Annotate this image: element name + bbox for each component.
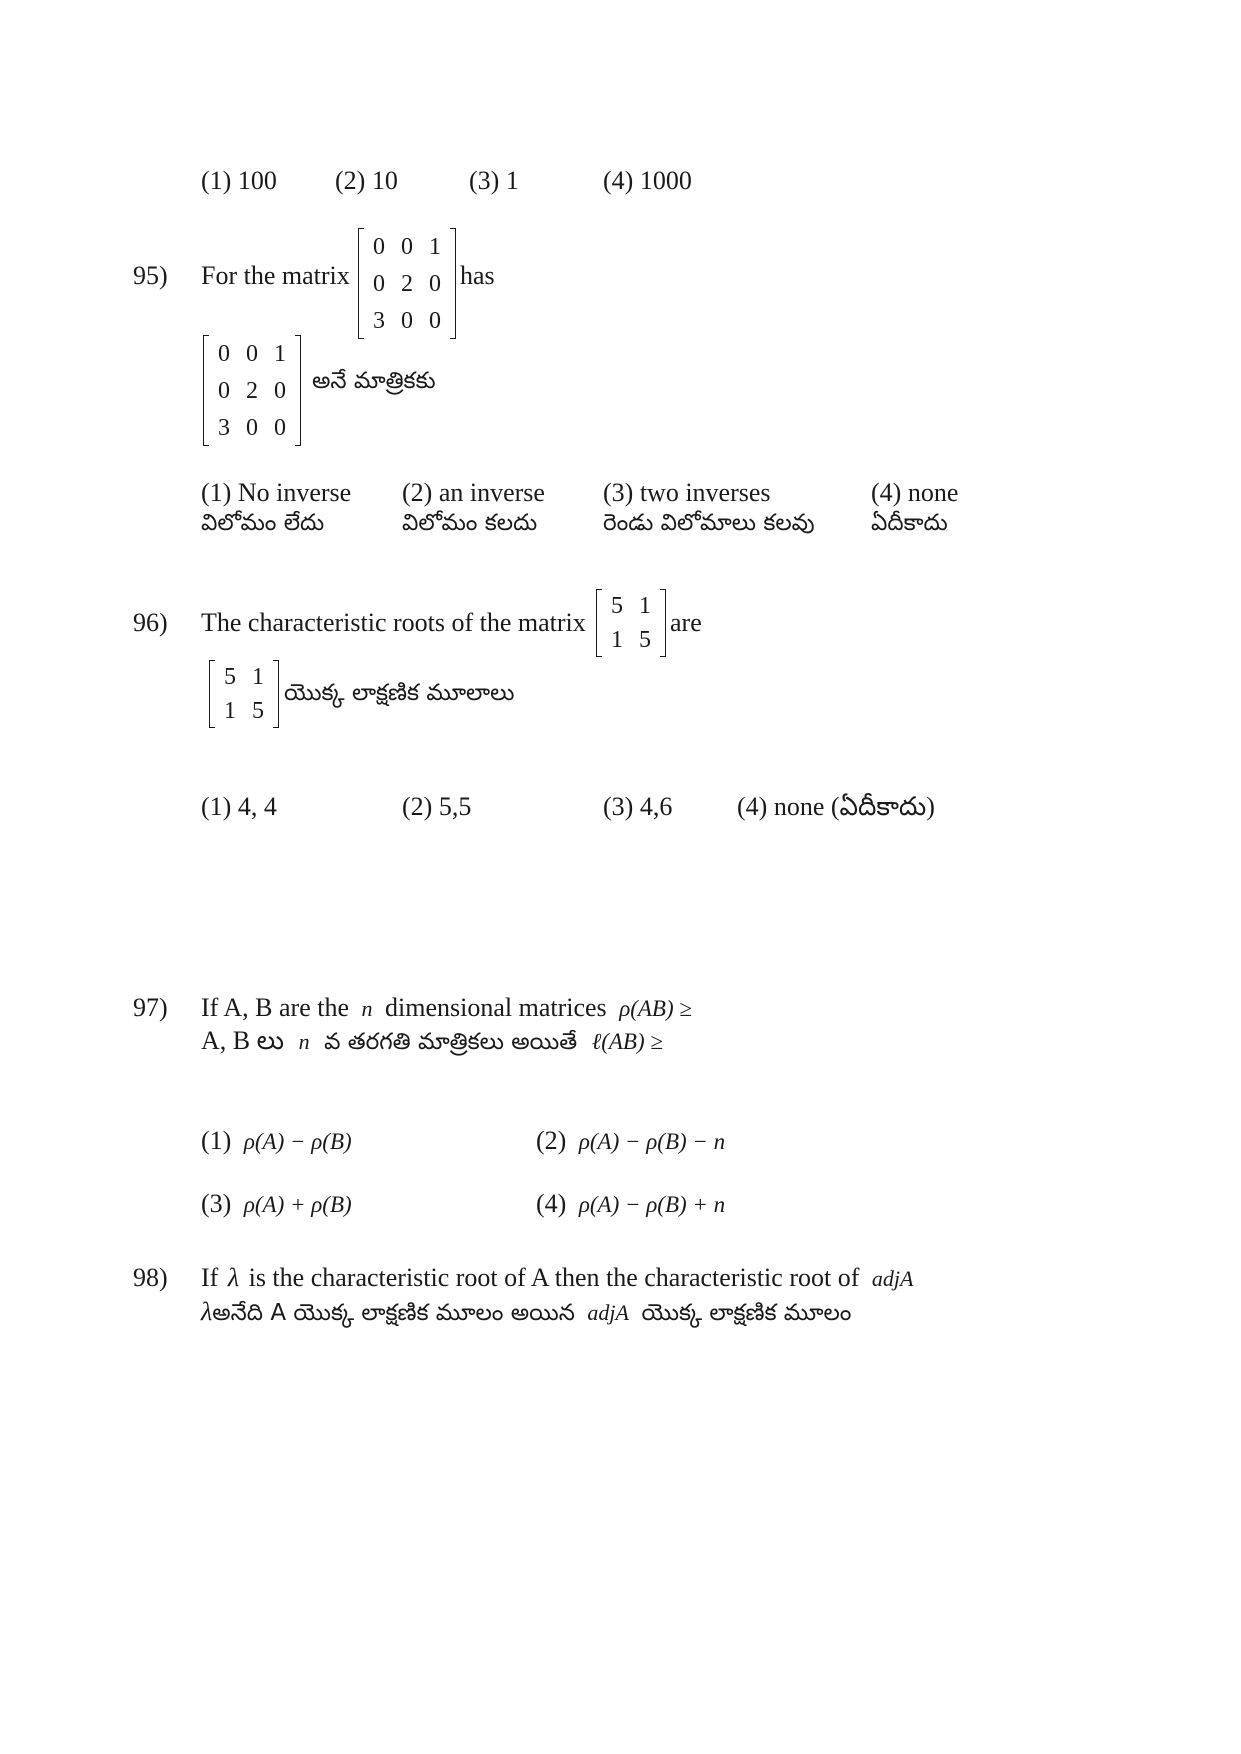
question-line-1: If λ is the characteristic root of A then the characteristic root of adjA: [201, 1263, 914, 1292]
question-text-telugu: అనే మాత్రికకు: [312, 368, 436, 394]
question-line-2: A, B లు n వ తరగతి మాత్రికలు అయితే ℓ(AB) ≥: [201, 1026, 663, 1055]
question-text: The characteristic roots of the matrix: [201, 608, 586, 637]
option-1-telugu: విలోమం లేదు: [201, 510, 325, 536]
option-4: (4) ρ(A) − ρ(B) + n: [536, 1189, 726, 1218]
question-text: For the matrix: [201, 261, 350, 290]
option-2: (2) 10: [335, 166, 398, 195]
option-2: (2) 5,5: [402, 792, 472, 821]
question-line-1: If A, B are the n dimensional matrices ρ(AB) ≥: [201, 993, 693, 1022]
option-1: (1) No inverse: [201, 478, 352, 507]
option-2: (2) ρ(A) − ρ(B) − n: [536, 1126, 726, 1155]
matrix: 0 0 1 0 2 0 3 0 0: [358, 228, 456, 339]
question-number: 95): [133, 261, 168, 290]
option-4: (4) none (ఏదీకాదు): [737, 792, 935, 821]
question-number: 96): [133, 608, 168, 637]
question-number: 98): [133, 1263, 168, 1292]
option-3: (3) 4,6: [603, 792, 673, 821]
question-number: 97): [133, 993, 168, 1022]
option-3: (3) two inverses: [603, 478, 771, 507]
option-1: (1) ρ(A) − ρ(B): [201, 1126, 352, 1155]
question-text-end: are: [670, 608, 702, 637]
option-4-telugu: ఏదీకాదు: [871, 510, 948, 536]
option-1: (1) 4, 4: [201, 792, 277, 821]
option-3: (3) ρ(A) + ρ(B): [201, 1189, 352, 1218]
question-text-telugu: యొక్క లాక్షణిక మూలాలు: [284, 680, 515, 706]
option-4: (4) 1000: [603, 166, 692, 195]
matrix-telugu: 0 0 1 0 2 0 3 0 0: [203, 335, 301, 446]
matrix-telugu: 5 1 1 5: [209, 660, 279, 728]
option-3: (3) 1: [469, 166, 519, 195]
question-line-2: λఅనేది A యొక్క లాక్షణిక మూలం అయిన adjA యొక్క లాక్షణిక మూలం: [201, 1297, 852, 1326]
option-2: (2) an inverse: [402, 478, 545, 507]
option-1: (1) 100: [201, 166, 277, 195]
option-2-telugu: విలోమం కలదు: [402, 510, 538, 536]
option-4: (4) none: [871, 478, 959, 507]
option-3-telugu: రెండు విలోమాలు కలవు: [603, 510, 815, 536]
matrix: 5 1 1 5: [596, 589, 666, 657]
question-text-end: has: [460, 261, 495, 290]
